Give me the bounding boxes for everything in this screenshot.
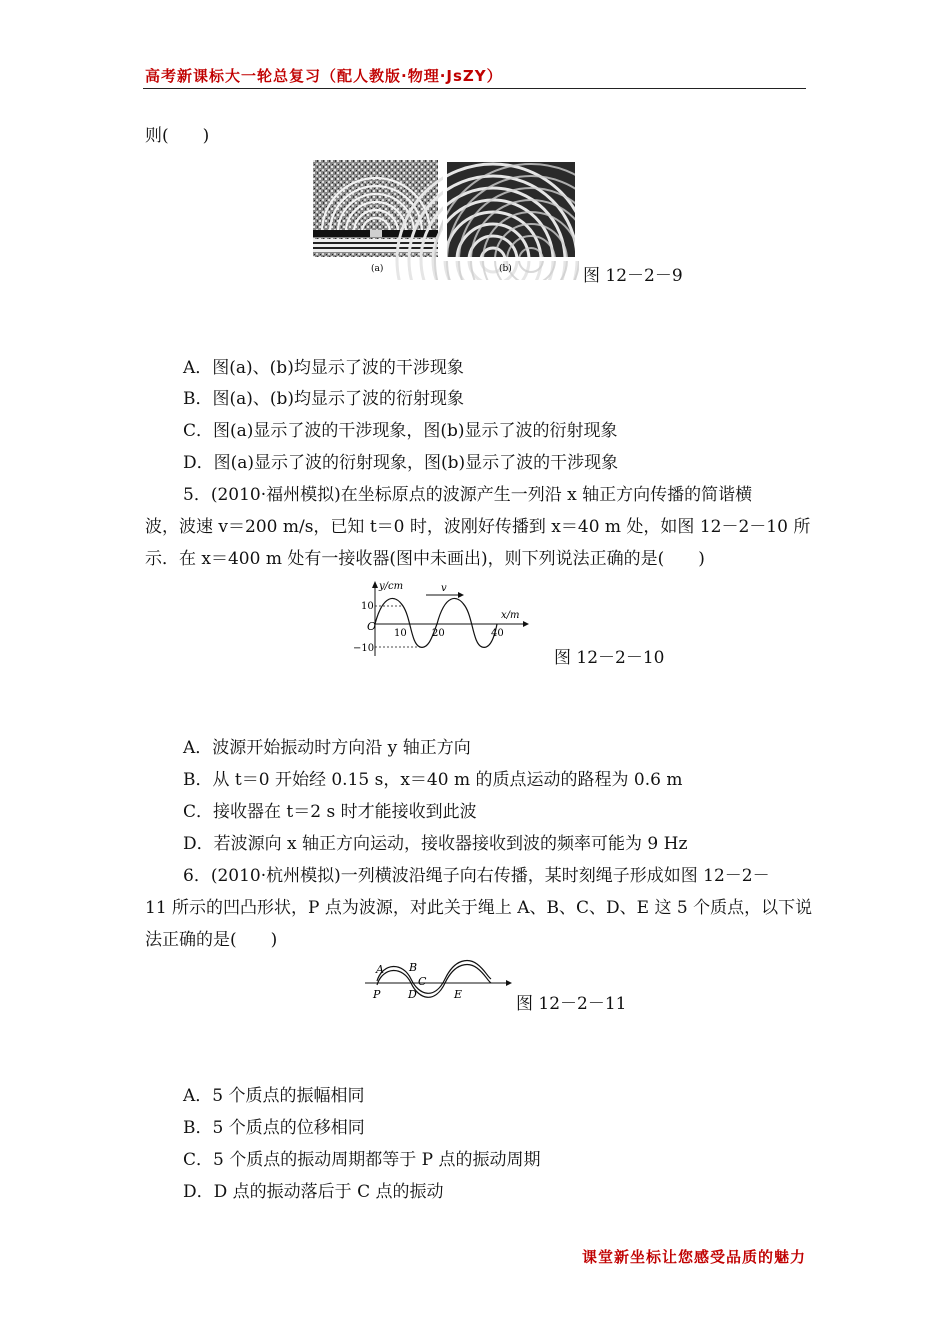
photo-b-label: (b) xyxy=(499,264,512,274)
label-a: A xyxy=(376,963,384,976)
q6-option-d: D．D 点的振动落后于 C 点的振动 xyxy=(183,1182,444,1202)
q6-stem-line-3: 法正确的是( ) xyxy=(145,930,278,950)
interference-diffraction-photos xyxy=(313,160,579,280)
q6-option-a: A．5 个质点的振幅相同 xyxy=(183,1086,365,1106)
photo-a xyxy=(313,160,438,257)
figure-12-2-11 xyxy=(365,958,515,1012)
q5-option-b: B．从 t＝0 开始经 0.15 s，x＝40 m 的质点运动的路程为 0.6 m xyxy=(183,770,683,790)
x-tick-20: 20 xyxy=(432,628,445,639)
q6-option-b: B．5 个质点的位移相同 xyxy=(183,1118,365,1138)
x-axis-label: x/m xyxy=(501,610,520,621)
label-b: B xyxy=(409,961,418,974)
label-d: D xyxy=(408,988,417,1001)
q5-stem-line-1: 5．(2010·福州模拟)在坐标原点的波源产生一列沿 x 轴正方向传播的简谐横 xyxy=(183,485,753,505)
q4-option-b: B．图(a)、(b)均显示了波的衍射现象 xyxy=(183,389,465,409)
header-title: 高考新课标大一轮总复习（配人教版·物理·JsZY） xyxy=(145,67,503,85)
q4-stem-tail: 则( ) xyxy=(145,126,210,146)
figure-caption-12-2-10: 图 12－2－10 xyxy=(554,648,665,668)
x-tick-10: 10 xyxy=(394,628,407,639)
q6-stem-line-2: 11 所示的凹凸形状，P 点为波源，对此关于绳上 A、B、C、D、E 这 5 个质点，以下说 xyxy=(145,898,813,918)
footer-slogan: 课堂新坐标让您感受品质的魅力 xyxy=(581,1248,806,1266)
label-p: P xyxy=(373,988,381,1001)
y-tick-minus-10: −10 xyxy=(353,643,375,654)
label-c: C xyxy=(418,975,427,988)
wave-graph xyxy=(345,578,535,658)
q5-option-c: C．接收器在 t＝2 s 时才能接收到此波 xyxy=(183,802,477,822)
q5-stem-line-3: 示．在 x＝400 m 处有一接收器(图中未画出)，则下列说法正确的是( ) xyxy=(145,549,705,569)
page-header xyxy=(143,64,806,89)
figure-12-2-9 xyxy=(313,160,579,284)
q6-stem-line-1: 6．(2010·杭州模拟)一列横波沿绳子向右传播，某时刻绳子形成如图 12－2－ xyxy=(183,866,770,886)
label-e: E xyxy=(454,988,463,1001)
rope-wave xyxy=(365,958,515,1008)
figure-caption-12-2-9: 图 12－2－9 xyxy=(583,266,683,286)
figure-12-2-10 xyxy=(345,578,535,662)
photo-a-label: (a) xyxy=(371,264,384,274)
q5-option-a: A．波源开始振动时方向沿 y 轴正方向 xyxy=(183,738,471,758)
q6-option-c: C．5 个质点的振动周期都等于 P 点的振动周期 xyxy=(183,1150,541,1170)
q4-option-d: D．图(a)显示了波的衍射现象，图(b)显示了波的干涉现象 xyxy=(183,453,619,473)
x-tick-40: 40 xyxy=(491,628,504,639)
q5-option-d: D．若波源向 x 轴正方向运动，接收器接收到波的频率可能为 9 Hz xyxy=(183,834,688,854)
origin-label: O xyxy=(367,620,377,633)
figure-caption-12-2-11: 图 12－2－11 xyxy=(516,994,627,1014)
wave-curve xyxy=(375,599,497,648)
y-axis-label: y/cm xyxy=(379,581,404,592)
y-tick-10: 10 xyxy=(361,601,374,612)
q4-option-a: A．图(a)、(b)均显示了波的干涉现象 xyxy=(183,358,464,378)
q5-stem-line-2: 波，波速 v＝200 m/s，已知 t＝0 时，波刚好传播到 x＝40 m 处，如图 12－2－10 所 xyxy=(145,517,811,537)
q4-option-c: C．图(a)显示了波的干涉现象，图(b)显示了波的衍射现象 xyxy=(183,421,618,441)
velocity-label: v xyxy=(441,583,447,594)
